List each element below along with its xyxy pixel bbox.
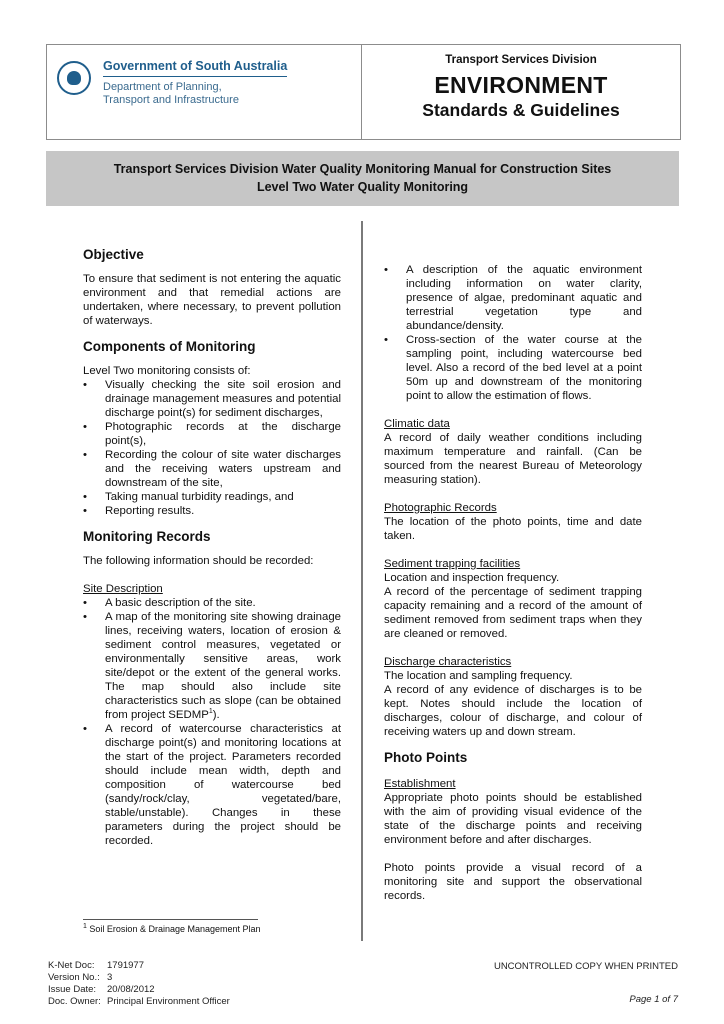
header-title-cell bbox=[362, 45, 680, 139]
document-category-title: ENVIRONMENT bbox=[434, 72, 608, 98]
page-number: Page 1 of 7 bbox=[629, 994, 678, 1005]
division-name: Transport Services Division bbox=[445, 54, 597, 66]
column-divider bbox=[361, 221, 363, 941]
climatic-data-text: A record of daily weather conditions including maximum temperature and rainfall. (Can be sourced from the nearest Bureau of Meteorology measuring station). bbox=[384, 432, 642, 486]
sediment-trapping-heading: Sediment trapping facilities bbox=[384, 558, 521, 570]
monitoring-records-intro: The following information should be recorded: bbox=[83, 555, 314, 567]
list-item: • A basic description of the site. bbox=[83, 596, 341, 610]
discharge-characteristics-text-2: A record of any evidence of discharges is to be kept. Notes should include the location of discharges, colour of discharge, and colour of receiving waters up and down stream. bbox=[384, 684, 642, 738]
list-item: • A map of the monitoring site showing drainage lines, receiving waters, location of erosion & sediment control measures, vegetated or environmentally sensitive areas, work site/depot or the extent of the general works. The map should also include site characteristics such as slope (can be obtained from project SEDMP$^1$). bbox=[83, 610, 341, 722]
footnote: $^1$ Soil Erosion & Drainage Management Plan bbox=[83, 923, 261, 934]
discharge-characteristics-text-1: The location and sampling frequency. bbox=[384, 670, 573, 682]
site-description-list bbox=[83, 596, 341, 848]
list-item: • Recording the colour of site water discharges and the receiving waters upstream and downstream of the site, bbox=[83, 448, 341, 490]
version-row: Version No.: 3 bbox=[48, 972, 113, 983]
photo-points-heading: Photo Points bbox=[384, 750, 468, 765]
objective-text: To ensure that sediment is not entering the aquatic environment and that remedial actions are undertaken, where necessary, to prevent pollution of waterways. bbox=[83, 273, 341, 327]
document-header bbox=[46, 44, 681, 140]
document-title-line-1: Transport Services Division Water Quality Monitoring Manual for Construction Sites bbox=[113, 162, 612, 176]
issue-date-row: Issue Date: 20/08/2012 bbox=[48, 984, 155, 995]
document-control-info bbox=[48, 960, 230, 1008]
climatic-data-heading: Climatic data bbox=[384, 418, 450, 430]
monitoring-records-heading: Monitoring Records bbox=[83, 529, 211, 544]
document-category-subtitle: Standards & Guidelines bbox=[422, 100, 620, 120]
site-description-list-continued bbox=[384, 263, 642, 403]
sa-government-seal-icon bbox=[57, 61, 91, 95]
photographic-records-heading: Photographic Records bbox=[384, 502, 497, 514]
discharge-characteristics-heading: Discharge characteristics bbox=[384, 656, 512, 668]
footnote-ref[interactable]: 1 bbox=[208, 708, 213, 716]
components-heading: Components of Monitoring bbox=[83, 339, 256, 354]
sediment-trapping-text-2: A record of the percentage of sediment trapping capacity remaining and a record of the amount of sediment removed from sediment traps when they are cleaned or removed. bbox=[384, 586, 642, 640]
list-item: • Reporting results. bbox=[83, 504, 341, 518]
list-item: • Visually checking the site soil erosion and drainage management measures and potential discharge point(s) for sediment discharges, bbox=[83, 378, 341, 420]
establishment-text-2: Photo points provide a visual record of a monitoring site and support the observational records. bbox=[384, 862, 642, 902]
objective-heading: Objective bbox=[83, 247, 144, 262]
uncontrolled-copy-notice: UNCONTROLLED COPY WHEN PRINTED bbox=[493, 961, 678, 972]
left-column bbox=[83, 248, 341, 848]
components-intro: Level Two monitoring consists of: bbox=[83, 365, 251, 377]
list-item: • Cross-section of the water course at the sampling point, including watercourse bed level. Also a record of the bed level at a point 50m up and downstream of the monitoring point to allow the estimation of flows. bbox=[384, 333, 642, 403]
department-line-1: Department of Planning, bbox=[103, 81, 222, 93]
department-line-2: Transport and Infrastructure bbox=[103, 94, 239, 106]
list-item: • Photographic records at the discharge point(s), bbox=[83, 420, 341, 448]
list-item: • A record of watercourse characteristics at discharge point(s) and monitoring locations at the start of the project. Parameters recorded should include mean width, depth and composition of watercourse bed (sandy/rock/clay, vegetated/bare, stable/unstable). Changes in these parameters during the project should be recorded. bbox=[83, 722, 341, 848]
footnote-rule bbox=[83, 919, 258, 920]
components-list bbox=[83, 378, 341, 518]
knet-doc-row: K-Net Doc: 1791977 bbox=[48, 960, 144, 971]
doc-owner-row: Doc. Owner: Principal Environment Officer bbox=[48, 996, 230, 1007]
list-item: • Taking manual turbidity readings, and bbox=[83, 490, 341, 504]
document-title-band bbox=[46, 151, 679, 206]
photographic-records-text: The location of the photo points, time and date taken. bbox=[384, 516, 642, 542]
header-logo-cell bbox=[47, 45, 362, 139]
right-column bbox=[384, 263, 642, 903]
list-item: • A description of the aquatic environment including information on water clarity, presence of algae, predominant aquatic and terrestrial vegetation type and abundance/density. bbox=[384, 263, 642, 333]
establishment-text-1: Appropriate photo points should be established with the aim of providing visual evidence of the state of the discharge points and receiving environment before and after discharges. bbox=[384, 792, 642, 846]
site-description-heading: Site Description bbox=[83, 583, 163, 595]
government-name: Government of South Australia bbox=[103, 59, 287, 77]
document-title-line-2: Level Two Water Quality Monitoring bbox=[256, 180, 469, 194]
sediment-trapping-text-1: Location and inspection frequency. bbox=[384, 572, 560, 584]
establishment-heading: Establishment bbox=[384, 778, 456, 790]
